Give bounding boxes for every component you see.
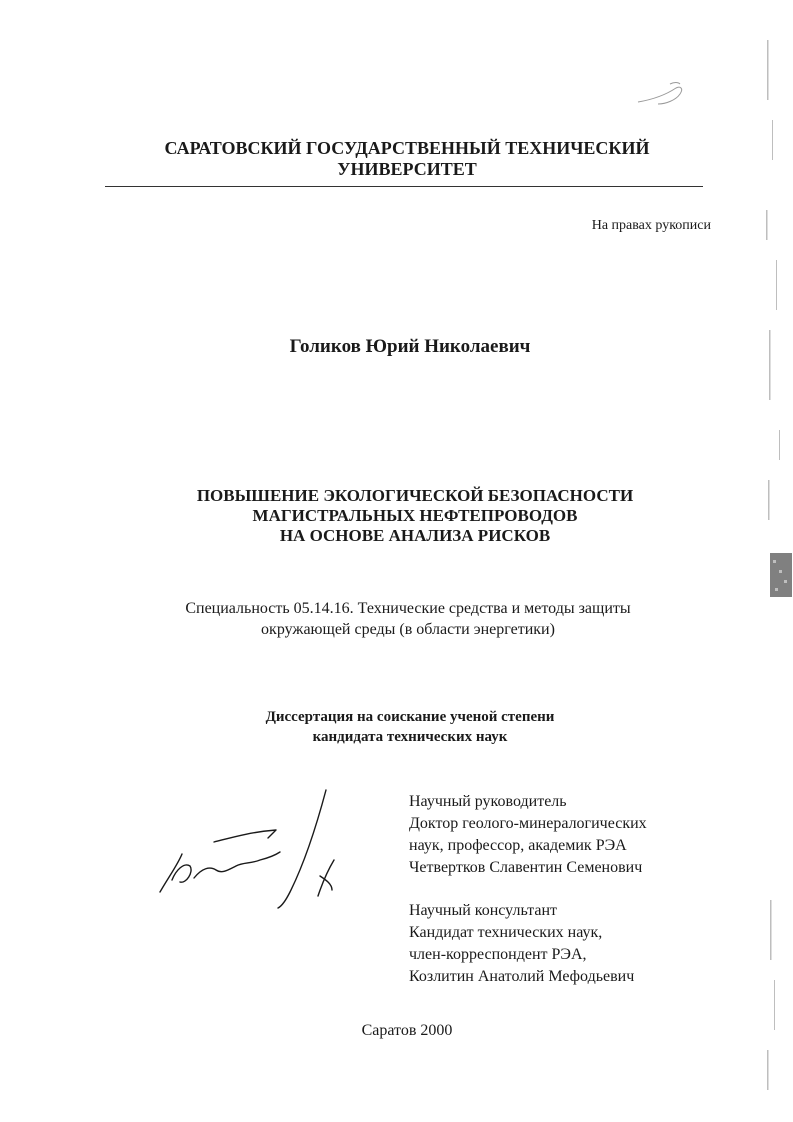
specialty-line: Специальность 05.14.16. Технические средства и методы защиты xyxy=(185,600,631,617)
header-divider xyxy=(105,186,703,187)
supervisor-line: Научный руководитель xyxy=(409,793,567,810)
university-line: САРАТОВСКИЙ ГОСУДАРСТВЕННЫЙ ТЕХНИЧЕСКИЙ xyxy=(164,138,650,158)
supervisor-line: Четвертков Славентин Семенович xyxy=(409,859,643,876)
specialty-line: окружающей среды (в области энергетики) xyxy=(261,621,555,638)
consultant-line: член-корреспондент РЭА, xyxy=(409,946,587,963)
degree-line: Диссертация на соискание ученой степени xyxy=(265,709,555,725)
consultant-line: Козлитин Анатолий Мефодьевич xyxy=(409,968,635,985)
scan-edge-noise xyxy=(764,0,793,1122)
university-line: УНИВЕРСИТЕТ xyxy=(337,159,477,179)
degree-statement xyxy=(140,707,680,747)
handwritten-signature-icon xyxy=(150,780,350,920)
specialty xyxy=(108,598,708,640)
supervisor-block xyxy=(409,791,709,879)
rights-note: На правах рукописи xyxy=(591,218,711,233)
title-line: НА ОСНОВЕ АНАЛИЗА РИСКОВ xyxy=(279,526,551,545)
city-year: Саратов 2000 xyxy=(361,1022,453,1039)
supervisor-line: наук, профессор, академик РЭА xyxy=(409,837,627,854)
dissertation-title xyxy=(110,486,720,546)
title-line: МАГИСТРАЛЬНЫХ НЕФТЕПРОВОДОВ xyxy=(252,506,578,525)
degree-line: кандидата технических наук xyxy=(312,729,508,745)
pencil-mark-icon xyxy=(630,74,690,114)
consultant-block xyxy=(409,900,709,988)
author-name: Голиков Юрий Николаевич xyxy=(289,336,531,357)
title-line: ПОВЫШЕНИЕ ЭКОЛОГИЧЕСКОЙ БЕЗОПАСНОСТИ xyxy=(196,486,634,505)
consultant-line: Научный консультант xyxy=(409,902,557,919)
supervisor-line: Доктор геолого-минералогических xyxy=(409,815,647,832)
university-name xyxy=(120,138,694,180)
consultant-line: Кандидат технических наук, xyxy=(409,924,603,941)
